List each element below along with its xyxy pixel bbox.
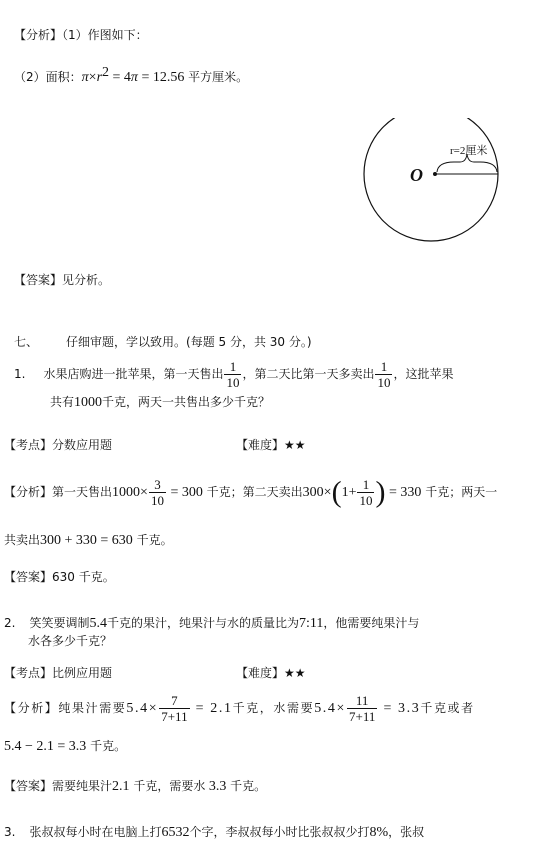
q1-line2 — [50, 393, 270, 412]
difficulty-stars: ★★ — [284, 438, 306, 452]
paren-close: ) — [375, 475, 386, 509]
q2-amount: 5.4 — [89, 616, 107, 631]
step1-text: （1）作图如下： — [62, 28, 148, 42]
q1-an-a: 第一天售出 — [52, 485, 113, 499]
q1-fraction-1: $\frac{1}{10}$ — [226, 359, 240, 390]
answer-text: 630 千克。 — [52, 570, 115, 584]
q2-answer — [4, 777, 266, 796]
q1-an-c: 千克；两天一 — [421, 485, 498, 499]
q1-an-eq1: = 300 — [166, 485, 203, 500]
center-label: O — [410, 165, 423, 185]
q2-an-c: 千克或者 — [420, 701, 475, 715]
q2-answer-a: 需要纯果汁 — [52, 779, 113, 793]
step2-prefix: （2）面积： — [14, 70, 82, 84]
answer-label: 【答案】 — [4, 570, 53, 584]
radius-label: r=2厘米 — [450, 145, 488, 157]
q1-line2-a: 共有 — [50, 395, 75, 409]
q1-an-expr2: 300× — [302, 485, 332, 500]
analysis-line-step1 — [14, 26, 148, 44]
q3-text-c: ，张叔 — [388, 825, 425, 839]
paren-open: ( — [331, 475, 342, 509]
q1-an-eq2: = 330 — [385, 485, 422, 500]
q2-text-c: ，他需要纯果汁与 — [323, 616, 420, 630]
q1-an-expr1: 1000× — [112, 485, 148, 500]
q1-text-c: ，这批苹果 — [393, 367, 454, 381]
answer-line-part1 — [14, 271, 110, 289]
q3-number: 3. — [4, 825, 16, 839]
q1-one-plus: 1+ — [341, 485, 357, 500]
analysis-label: 【分析】 — [4, 485, 53, 499]
answer-text: 见分析。 — [62, 273, 111, 287]
q2-text-b: 千克的果汁，纯果汁与水的质量比为 — [106, 616, 299, 630]
q1-total: 1000 — [74, 395, 103, 410]
circle-figure — [360, 118, 510, 248]
q2-an-eq2: = 3.3 — [378, 701, 421, 716]
times-symbol: × — [88, 70, 97, 85]
nandu-label: 【难度】 — [236, 666, 285, 680]
q2-analysis-line1 — [4, 689, 475, 728]
q1-answer — [4, 568, 115, 586]
answer-label: 【答案】 — [4, 779, 53, 793]
q3-line1 — [4, 823, 424, 842]
q1-an-b: 千克；第二天卖出 — [202, 485, 303, 499]
q2-ratio: 7:11 — [298, 616, 324, 631]
pi-symbol: π — [81, 70, 89, 85]
kaodian-text: 比例应用题 — [52, 666, 113, 680]
q2-an-expr2: 5.4× — [314, 701, 346, 716]
nandu-label: 【难度】 — [236, 438, 285, 452]
q1-analysis-line1 — [4, 472, 497, 513]
kaodian-text: 分数应用题 — [52, 438, 113, 452]
analysis-line-step2 — [14, 64, 248, 87]
q1-number: 1. — [14, 367, 26, 381]
q3-text-b: 个字，李叔叔每小时比张叔叔少打 — [189, 825, 370, 839]
q1-an-fraction-1: $\frac{3}{10}$ — [150, 477, 164, 508]
q1-line2-b: 千克，两天一共售出多少千克？ — [102, 395, 271, 409]
q2-line2 — [28, 632, 112, 650]
q1-an-line2-a: 共卖出 — [4, 533, 41, 547]
q2-kaodian — [4, 664, 112, 682]
q1-line1 — [14, 357, 454, 391]
difficulty-stars: ★★ — [284, 666, 306, 680]
q2-nandu — [236, 664, 306, 682]
q2-an-fraction-1: $\frac{7}{7+11}$ — [161, 693, 188, 724]
q1-kaodian — [4, 436, 112, 454]
exponent: 2 — [102, 65, 110, 80]
q1-an-line2-b: 千克。 — [132, 533, 173, 547]
kaodian-label: 【考点】 — [4, 666, 53, 680]
q3-percent: 8% — [369, 825, 389, 840]
answer-label: 【答案】 — [14, 273, 63, 287]
q2-answer-b: 千克，需要水 — [129, 779, 206, 793]
q2-an-line2-expr: 5.4 − 2.1 = 3.3 — [4, 739, 87, 754]
pi-symbol-2: π — [130, 70, 138, 85]
q2-analysis-line2 — [4, 737, 126, 756]
q2-answer-juice: 2.1 — [112, 779, 130, 794]
q1-an-line2-expr: 300 + 330 = 630 — [40, 533, 133, 548]
eq-four: = 4 — [109, 70, 131, 85]
q2-an-expr1: 5.4× — [126, 701, 159, 716]
q2-answer-c: 千克。 — [226, 779, 267, 793]
section-heading — [14, 333, 312, 351]
section-number: 七、 — [14, 335, 39, 349]
q2-an-b: 千克，水需要 — [232, 701, 315, 715]
q1-nandu — [236, 436, 306, 454]
q2-text-a: 笑笑要调制 — [29, 616, 90, 630]
q2-line2-text: 水各多少千克？ — [28, 634, 113, 648]
area-value: = 12.56 — [137, 70, 185, 85]
q1-fraction-2: $\frac{1}{10}$ — [377, 359, 391, 390]
radius-symbol: r — [96, 70, 103, 85]
q1-an-fraction-2: $\frac{1}{10}$ — [359, 477, 373, 508]
kaodian-label: 【考点】 — [4, 438, 53, 452]
q2-number: 2. — [4, 616, 16, 630]
q3-count: 6532 — [161, 825, 190, 840]
q3-text-a: 张叔叔每小时在电脑上打 — [29, 825, 162, 839]
section-title: 仔细审题，学以致用。(每题 5 分，共 30 分。) — [66, 335, 312, 349]
q1-analysis-line2 — [4, 531, 173, 550]
analysis-label: 【分析】 — [4, 701, 59, 715]
q2-an-eq1: = 2.1 — [190, 701, 233, 716]
q2-answer-water: 3.3 — [205, 779, 227, 794]
q2-an-line2-b: 千克。 — [86, 739, 127, 753]
circle-outline — [364, 118, 498, 241]
area-unit: 平方厘米。 — [184, 70, 249, 84]
analysis-label: 【分析】 — [14, 28, 63, 42]
center-point — [433, 172, 437, 176]
q2-line1 — [4, 614, 419, 633]
q1-text-a: 水果店购进一批苹果，第一天售出 — [43, 367, 224, 381]
q2-an-fraction-2: $\frac{11}{7+11}$ — [348, 693, 376, 724]
q2-an-a: 纯果汁需要 — [58, 701, 127, 715]
q1-text-b: ，第二天比第一天多卖出 — [242, 367, 375, 381]
